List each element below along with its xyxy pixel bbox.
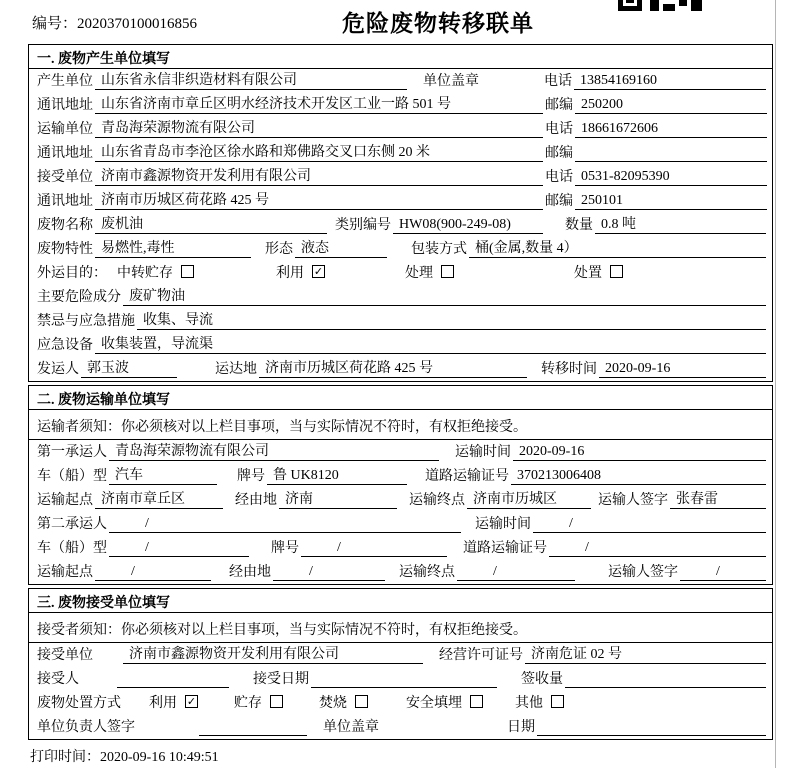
field-label: 运输起点 <box>37 565 93 580</box>
field-value: 废机油 <box>95 213 327 234</box>
origin-value: 济南市章丘区 <box>95 488 223 509</box>
permit-value: / <box>549 540 766 557</box>
field-route-1 <box>29 488 772 512</box>
field-value: 山东省永信非织造材料有限公司 <box>95 69 407 90</box>
checkbox-icon <box>355 695 368 708</box>
document-header <box>0 0 796 44</box>
packing-label: 包装方式 <box>411 242 467 257</box>
zip-value <box>575 145 767 162</box>
field-value <box>117 671 229 688</box>
checkmark: ✓ <box>186 695 197 708</box>
field-hazard-components <box>29 285 772 309</box>
field-value: 青岛海荣源物流有限公司 <box>95 117 543 138</box>
checkbox-label: 利用 <box>276 266 304 281</box>
field-waste-traits <box>29 237 772 261</box>
category-label: 类别编号 <box>335 218 391 233</box>
field-label: 应急设备 <box>37 338 93 353</box>
field-value <box>199 719 307 736</box>
field-value: 青岛海荣源物流有限公司 <box>109 440 439 461</box>
checkbox-label: 利用 <box>149 696 177 711</box>
field-receiving-unit <box>29 643 772 667</box>
field-first-carrier <box>29 440 772 464</box>
field-vehicle-1 <box>29 464 772 488</box>
field-value: 废矿物油 <box>123 285 766 306</box>
signature-label: 运输人签字 <box>608 565 678 580</box>
field-value: 济南市鑫源物资开发利用有限公司 <box>123 643 423 664</box>
field-label: 废物处置方式 <box>37 696 121 711</box>
field-label: 禁忌与应急措施 <box>37 314 135 329</box>
checkbox-label: 处理 <box>405 266 433 281</box>
received-qty-value <box>565 671 766 688</box>
section-producer <box>28 44 773 382</box>
field-receiver-address <box>29 189 772 213</box>
endpoint-label: 运输终点 <box>399 565 455 580</box>
field-label: 废物特性 <box>37 242 93 257</box>
field-value: 济南市历城区荷花路 425 号 <box>95 189 543 210</box>
checkbox-label: 其他 <box>515 696 543 711</box>
endpoint-value: / <box>457 564 575 581</box>
receiver-notice: 接受者须知：你必须核对以上栏目事项，当与实际情况不符时，有权拒绝接受。 <box>29 613 772 643</box>
zip-label: 邮编 <box>545 194 573 209</box>
destination-value: 济南市历城区荷花路 425 号 <box>259 357 527 378</box>
destination-label: 运达地 <box>215 362 257 377</box>
plate-label: 牌号 <box>271 541 299 556</box>
date-value <box>537 719 766 736</box>
checkbox-option <box>574 262 623 282</box>
serial-label: 编号： <box>32 16 78 32</box>
field-label: 通讯地址 <box>37 194 93 209</box>
print-time <box>30 746 796 766</box>
license-value: 济南危证 02 号 <box>525 643 766 664</box>
field-waste-name <box>29 213 772 237</box>
plate-value: / <box>301 540 447 557</box>
page-title: 危险废物转移联单 <box>342 11 534 36</box>
field-receiving-person <box>29 667 772 691</box>
permit-value: 370213006408 <box>511 468 766 485</box>
page-edge-line <box>775 0 776 768</box>
field-label: 车（船）型 <box>37 541 107 556</box>
field-label: 第一承运人 <box>37 445 107 460</box>
field-second-carrier <box>29 512 772 536</box>
transfer-time-label: 转移时间 <box>541 362 597 377</box>
field-disposal-method <box>29 691 772 715</box>
via-value: 济南 <box>279 488 397 509</box>
transport-time-value: 2020-09-16 <box>513 444 766 461</box>
checkbox-option <box>149 692 198 712</box>
transport-time-value: / <box>533 516 766 533</box>
zip-label: 邮编 <box>545 98 573 113</box>
checkbox-icon <box>312 265 325 278</box>
field-label: 接受单位 <box>37 648 93 663</box>
phone-value: 18661672606 <box>575 121 767 138</box>
field-emergency-measures <box>29 309 772 333</box>
field-value: 收集、导流 <box>137 309 766 330</box>
zip-value: 250200 <box>575 97 767 114</box>
checkbox-option <box>405 262 454 282</box>
field-value: 济南市鑫源物资开发利用有限公司 <box>95 165 543 186</box>
zip-value: 250101 <box>575 193 767 210</box>
checkbox-label: 中转贮存 <box>117 266 173 281</box>
plate-label: 牌号 <box>237 469 265 484</box>
checkbox-label: 贮存 <box>234 696 262 711</box>
endpoint-value: 济南市历城区 <box>467 488 591 509</box>
signature-value: 张春雷 <box>670 488 766 509</box>
field-transport-unit <box>29 117 772 141</box>
phone-value: 13854169160 <box>574 73 766 90</box>
date-label: 日期 <box>507 720 535 735</box>
receive-date-label: 接受日期 <box>253 672 309 687</box>
field-responsible-signature <box>29 715 772 739</box>
category-value: HW08(900-249-08) <box>393 217 543 234</box>
permit-label: 道路运输证号 <box>463 541 547 556</box>
field-label: 第二承运人 <box>37 517 107 532</box>
seal-label: 单位盖章 <box>423 74 479 89</box>
checkbox-icon <box>181 265 194 278</box>
field-vehicle-2 <box>29 536 772 560</box>
field-label: 接受单位 <box>37 170 93 185</box>
field-value: / <box>109 516 461 533</box>
field-label: 车（船）型 <box>37 469 107 484</box>
checkmark: ✓ <box>313 265 324 278</box>
checkbox-icon <box>270 695 283 708</box>
field-producer-unit <box>29 69 772 93</box>
phone-label: 电话 <box>545 170 573 185</box>
field-label: 主要危险成分 <box>37 290 121 305</box>
endpoint-label: 运输终点 <box>409 493 465 508</box>
transport-time-label: 运输时间 <box>455 445 511 460</box>
form-label: 形态 <box>265 242 293 257</box>
zip-label: 邮编 <box>545 146 573 161</box>
permit-label: 道路运输证号 <box>425 469 509 484</box>
section-producer-title: 一. 废物产生单位填写 <box>29 45 772 69</box>
section-receiver-title: 三. 废物接受单位填写 <box>29 589 772 613</box>
via-label: 经由地 <box>235 493 277 508</box>
qr-code-fragment-icon <box>618 0 702 11</box>
field-label: 通讯地址 <box>37 146 93 161</box>
checkbox-option <box>319 692 368 712</box>
received-qty-label: 签收量 <box>521 672 563 687</box>
quantity-label: 数量 <box>565 218 593 233</box>
checkbox-icon <box>610 265 623 278</box>
field-receiver-unit <box>29 165 772 189</box>
field-value: 收集装置，导流渠 <box>95 333 766 354</box>
field-route-2 <box>29 560 772 584</box>
field-label: 外运目的： <box>37 266 107 281</box>
phone-label: 电话 <box>544 74 572 89</box>
field-emergency-equipment <box>29 333 772 357</box>
transporter-notice: 运输者须知：你必须核对以上栏目事项，当与实际情况不符时，有权拒绝接受。 <box>29 410 772 440</box>
field-label: 通讯地址 <box>37 98 93 113</box>
field-value: / <box>109 540 249 557</box>
unit-seal-label: 单位盖章 <box>323 720 379 735</box>
field-label: 接受人 <box>37 672 79 687</box>
field-transport-address <box>29 141 772 165</box>
field-producer-address <box>29 93 772 117</box>
origin-value: / <box>95 564 211 581</box>
checkbox-option <box>515 692 564 712</box>
signature-label: 运输人签字 <box>598 493 668 508</box>
signature-value: / <box>680 564 766 581</box>
checkbox-label: 焚烧 <box>319 696 347 711</box>
checkbox-icon <box>441 265 454 278</box>
transfer-time-value: 2020-09-16 <box>599 361 766 378</box>
section-transporter-title: 二. 废物运输单位填写 <box>29 386 772 410</box>
checkbox-icon <box>185 695 198 708</box>
via-value: / <box>273 564 385 581</box>
checkbox-icon <box>470 695 483 708</box>
field-dispatcher <box>29 357 772 381</box>
field-label: 产生单位 <box>37 74 93 89</box>
field-transfer-purpose <box>29 261 772 285</box>
field-label: 废物名称 <box>37 218 93 233</box>
checkbox-label: 安全填埋 <box>406 696 462 711</box>
checkbox-label: 处置 <box>574 266 602 281</box>
phone-label: 电话 <box>545 122 573 137</box>
receive-date-value <box>311 671 497 688</box>
checkbox-option <box>234 692 283 712</box>
field-value: 汽车 <box>109 464 217 485</box>
plate-value: 鲁 UK8120 <box>267 464 407 485</box>
checkbox-option <box>276 262 325 282</box>
field-label: 运输起点 <box>37 493 93 508</box>
form-value: 液态 <box>295 237 387 258</box>
quantity-value: 0.8 吨 <box>595 213 766 234</box>
field-label: 单位负责人签字 <box>37 720 135 735</box>
field-label: 发运人 <box>37 362 79 377</box>
field-value: 郭玉波 <box>81 357 177 378</box>
field-value: 易燃性,毒性 <box>95 237 251 258</box>
checkbox-option <box>117 262 194 282</box>
field-value: 山东省济南市章丘区明水经济技术开发区工业一路 501 号 <box>95 93 543 114</box>
license-label: 经营许可证号 <box>439 648 523 663</box>
transport-time-label: 运输时间 <box>475 517 531 532</box>
via-label: 经由地 <box>229 565 271 580</box>
field-value: 山东省青岛市李沧区徐水路和郑佛路交叉口东侧 20 米 <box>95 141 543 162</box>
checkbox-option <box>406 692 483 712</box>
checkbox-icon <box>551 695 564 708</box>
section-receiver <box>28 588 773 740</box>
print-time-label: 打印时间： <box>30 750 100 765</box>
serial-value: 2020370100016856 <box>77 16 198 32</box>
print-time-value: 2020-09-16 10:49:51 <box>100 750 219 765</box>
packing-value: 桶(金属,数量 4） <box>469 237 766 258</box>
section-transporter <box>28 385 773 585</box>
field-label: 运输单位 <box>37 122 93 137</box>
phone-value: 0531-82095390 <box>575 169 767 186</box>
